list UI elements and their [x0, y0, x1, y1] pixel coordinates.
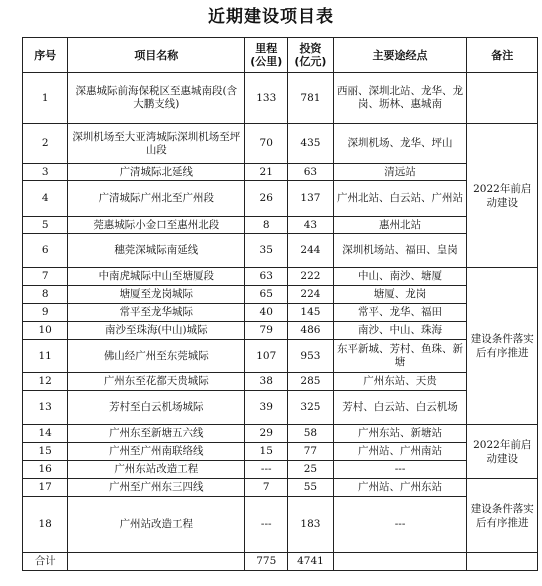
note-group-3: 2022年前启动建设 — [467, 425, 538, 479]
table-row — [23, 373, 538, 391]
cell-inv: 224 — [288, 286, 333, 304]
note-group-1: 2022年前启动建设 — [467, 124, 538, 268]
table-title: 近期建设项目表 — [208, 7, 334, 27]
cell-km: 79 — [245, 322, 288, 340]
cell-km: 21 — [245, 164, 288, 181]
cell-note-empty — [467, 73, 538, 124]
cell-idx: 4 — [23, 181, 68, 217]
cell-idx: 15 — [23, 443, 68, 461]
cell-name: 深惠城际前海保税区至惠城南段(含大鹏支线) — [68, 73, 245, 124]
cell-name: 广州东至新塘五六线 — [68, 425, 245, 443]
header-idx: 序号 — [23, 38, 68, 73]
cell-km: --- — [245, 497, 288, 553]
table-row — [23, 425, 538, 443]
cell-route: 常平、龙华、福田 — [333, 304, 467, 322]
table-row — [23, 461, 538, 479]
table-row — [23, 479, 538, 497]
cell-inv: 222 — [288, 268, 333, 286]
header-row — [23, 38, 538, 73]
table-row — [23, 164, 538, 181]
cell-route: 深圳机场、龙华、坪山 — [333, 124, 467, 164]
cell-inv: 285 — [288, 373, 333, 391]
total-inv: 4741 — [288, 553, 333, 571]
total-label: 合计 — [23, 553, 68, 571]
cell-inv: 244 — [288, 234, 333, 268]
cell-idx: 5 — [23, 217, 68, 234]
cell-route: 广州站、广州南站 — [333, 443, 467, 461]
cell-name: 南沙至珠海(中山)城际 — [68, 322, 245, 340]
cell-idx: 17 — [23, 479, 68, 497]
cell-name: 广清城际北延线 — [68, 164, 245, 181]
table-row — [23, 443, 538, 461]
cell-name: 广州至广州东三四线 — [68, 479, 245, 497]
cell-route: 西丽、深圳北站、龙华、龙岗、坜林、惠城南 — [333, 73, 467, 124]
cell-name: 常平至龙华城际 — [68, 304, 245, 322]
total-km: 775 — [245, 553, 288, 571]
cell-route: 广州东站、天贵 — [333, 373, 467, 391]
cell-route: 塘厦、龙岗 — [333, 286, 467, 304]
table-row — [23, 497, 538, 553]
cell-idx: 8 — [23, 286, 68, 304]
cell-km: --- — [245, 461, 288, 479]
cell-km: 40 — [245, 304, 288, 322]
table-row — [23, 73, 538, 124]
cell-inv: 55 — [288, 479, 333, 497]
cell-route: 东平新城、芳村、鱼珠、新塘 — [333, 340, 467, 373]
cell-km: 15 — [245, 443, 288, 461]
header-note: 备注 — [467, 38, 538, 73]
cell-name: 中南虎城际中山至塘厦段 — [68, 268, 245, 286]
cell-km: 70 — [245, 124, 288, 164]
table-row — [23, 234, 538, 268]
total-name-empty — [68, 553, 245, 571]
total-row — [23, 553, 538, 571]
cell-route: --- — [333, 497, 467, 553]
cell-inv: 77 — [288, 443, 333, 461]
cell-km: 7 — [245, 479, 288, 497]
cell-idx: 1 — [23, 73, 68, 124]
cell-name: 广清城际广州北至广州段 — [68, 181, 245, 217]
header-km — [245, 38, 288, 73]
cell-km: 39 — [245, 391, 288, 425]
cell-inv: 435 — [288, 124, 333, 164]
table-row — [23, 217, 538, 234]
cell-idx: 6 — [23, 234, 68, 268]
cell-inv: 25 — [288, 461, 333, 479]
table-row — [23, 340, 538, 373]
header-inv-unit: (亿元) — [294, 55, 327, 68]
projects-table — [22, 37, 538, 571]
cell-km: 38 — [245, 373, 288, 391]
cell-inv: 145 — [288, 304, 333, 322]
cell-route: 深圳机场站、福田、皇岗 — [333, 234, 467, 268]
cell-inv: 781 — [288, 73, 333, 124]
total-note-empty — [467, 553, 538, 571]
cell-inv: 43 — [288, 217, 333, 234]
cell-route: 清远站 — [333, 164, 467, 181]
cell-km: 63 — [245, 268, 288, 286]
cell-route: 惠州北站 — [333, 217, 467, 234]
cell-km: 26 — [245, 181, 288, 217]
cell-inv: 953 — [288, 340, 333, 373]
cell-km: 29 — [245, 425, 288, 443]
cell-route: 广州站、广州东站 — [333, 479, 467, 497]
cell-name: 深圳机场至大亚湾城际深圳机场至坪山段 — [68, 124, 245, 164]
table-row — [23, 322, 538, 340]
cell-km: 65 — [245, 286, 288, 304]
cell-route: 芳村、白云站、白云机场 — [333, 391, 467, 425]
cell-idx: 14 — [23, 425, 68, 443]
cell-km: 35 — [245, 234, 288, 268]
cell-route: 中山、南沙、塘厦 — [333, 268, 467, 286]
note-group-2: 建设条件落实后有序推进 — [467, 268, 538, 425]
cell-inv: 63 — [288, 164, 333, 181]
cell-route: --- — [333, 461, 467, 479]
cell-name: 广州东至花都天贵城际 — [68, 373, 245, 391]
cell-inv: 486 — [288, 322, 333, 340]
cell-km: 8 — [245, 217, 288, 234]
table-row — [23, 181, 538, 217]
cell-route: 南沙、中山、珠海 — [333, 322, 467, 340]
cell-idx: 18 — [23, 497, 68, 553]
cell-inv: 137 — [288, 181, 333, 217]
cell-name: 穗莞深城际南延线 — [68, 234, 245, 268]
header-route: 主要途经点 — [333, 38, 467, 73]
table-row — [23, 304, 538, 322]
cell-name: 塘厦至龙岗城际 — [68, 286, 245, 304]
header-km-unit: (公里) — [250, 55, 283, 68]
cell-inv: 183 — [288, 497, 333, 553]
cell-idx: 10 — [23, 322, 68, 340]
cell-idx: 11 — [23, 340, 68, 373]
table-row — [23, 268, 538, 286]
cell-idx: 13 — [23, 391, 68, 425]
cell-idx: 7 — [23, 268, 68, 286]
table-row — [23, 391, 538, 425]
header-inv-label: 投资 — [299, 42, 322, 55]
header-inv — [288, 38, 333, 73]
cell-inv: 325 — [288, 391, 333, 425]
table-row — [23, 124, 538, 164]
note-group-4: 建设条件落实后有序推进 — [467, 479, 538, 553]
total-route-empty — [333, 553, 467, 571]
cell-name: 佛山经广州至东莞城际 — [68, 340, 245, 373]
cell-inv: 58 — [288, 425, 333, 443]
cell-km: 107 — [245, 340, 288, 373]
cell-idx: 16 — [23, 461, 68, 479]
cell-route: 广州北站、白云站、广州站 — [333, 181, 467, 217]
cell-name: 莞惠城际小金口至惠州北段 — [68, 217, 245, 234]
cell-idx: 3 — [23, 164, 68, 181]
cell-idx: 9 — [23, 304, 68, 322]
cell-name: 芳村至白云机场城际 — [68, 391, 245, 425]
header-name: 项目名称 — [68, 38, 245, 73]
cell-km: 133 — [245, 73, 288, 124]
header-km-label: 里程 — [255, 42, 278, 55]
cell-name: 广州至广州南联络线 — [68, 443, 245, 461]
cell-name: 广州东站改造工程 — [68, 461, 245, 479]
table-row — [23, 286, 538, 304]
cell-name: 广州站改造工程 — [68, 497, 245, 553]
cell-idx: 12 — [23, 373, 68, 391]
cell-route: 广州东站、新塘站 — [333, 425, 467, 443]
cell-idx: 2 — [23, 124, 68, 164]
